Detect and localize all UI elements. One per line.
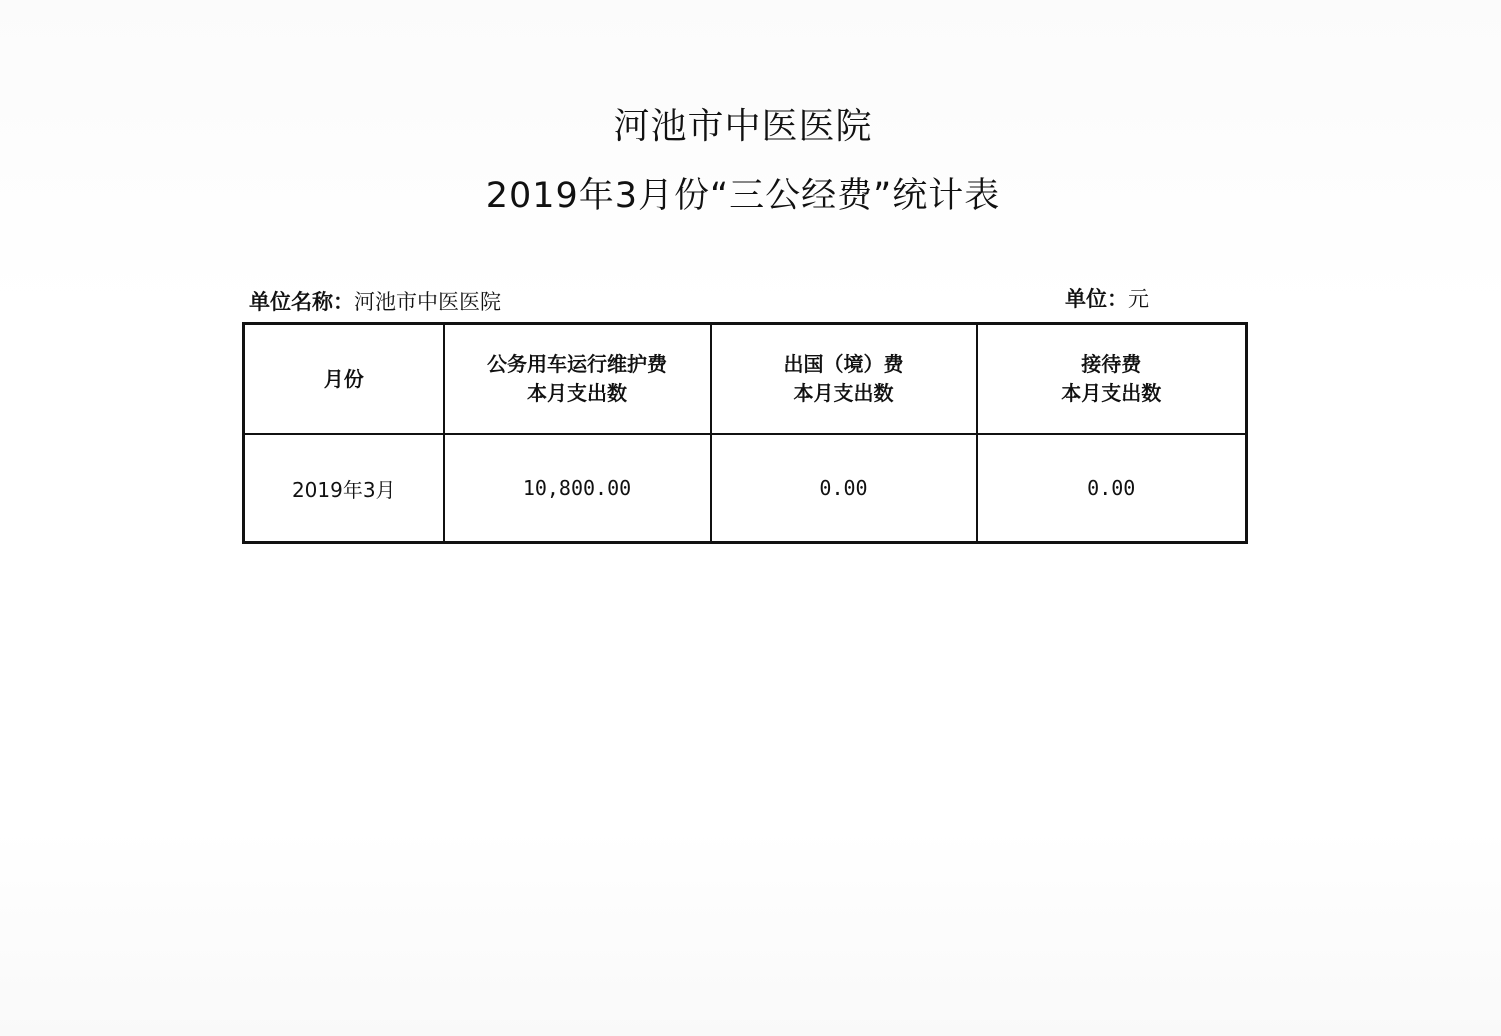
organization-title: 河池市中医医院	[613, 106, 873, 147]
expense-table	[242, 322, 1248, 544]
header-vehicle-label: 公务用车运行维护费	[487, 352, 667, 376]
table-row	[244, 434, 1247, 543]
table-header-row	[244, 324, 1247, 435]
cell-vehicle-amount: 10,800.00	[444, 434, 711, 543]
header-reception-label: 接待费	[1081, 352, 1142, 376]
header-vehicle	[444, 324, 711, 435]
cell-overseas-amount: 0.00	[711, 434, 977, 543]
currency-unit-value: 元	[1128, 287, 1149, 311]
report-title: 2019年3月份“三公经费”统计表	[485, 176, 1001, 216]
header-reception-sublabel: 本月支出数	[1061, 381, 1162, 405]
header-overseas-label: 出国（境）费	[783, 352, 904, 376]
cell-reception-amount: 0.00	[977, 434, 1247, 543]
unit-name-value: 河池市中医医院	[354, 290, 501, 314]
header-overseas-sublabel: 本月支出数	[793, 381, 894, 405]
currency-unit-line	[1065, 283, 1149, 313]
unit-name-line	[249, 286, 501, 316]
header-vehicle-sublabel: 本月支出数	[527, 381, 627, 405]
header-month-label: 月份	[323, 366, 364, 391]
header-overseas	[711, 324, 977, 435]
unit-name-label: 单位名称：	[249, 290, 354, 314]
cell-month: 2019年3月	[244, 434, 444, 543]
currency-unit-label: 单位：	[1065, 287, 1128, 311]
header-month	[244, 324, 444, 435]
header-reception	[977, 324, 1247, 435]
